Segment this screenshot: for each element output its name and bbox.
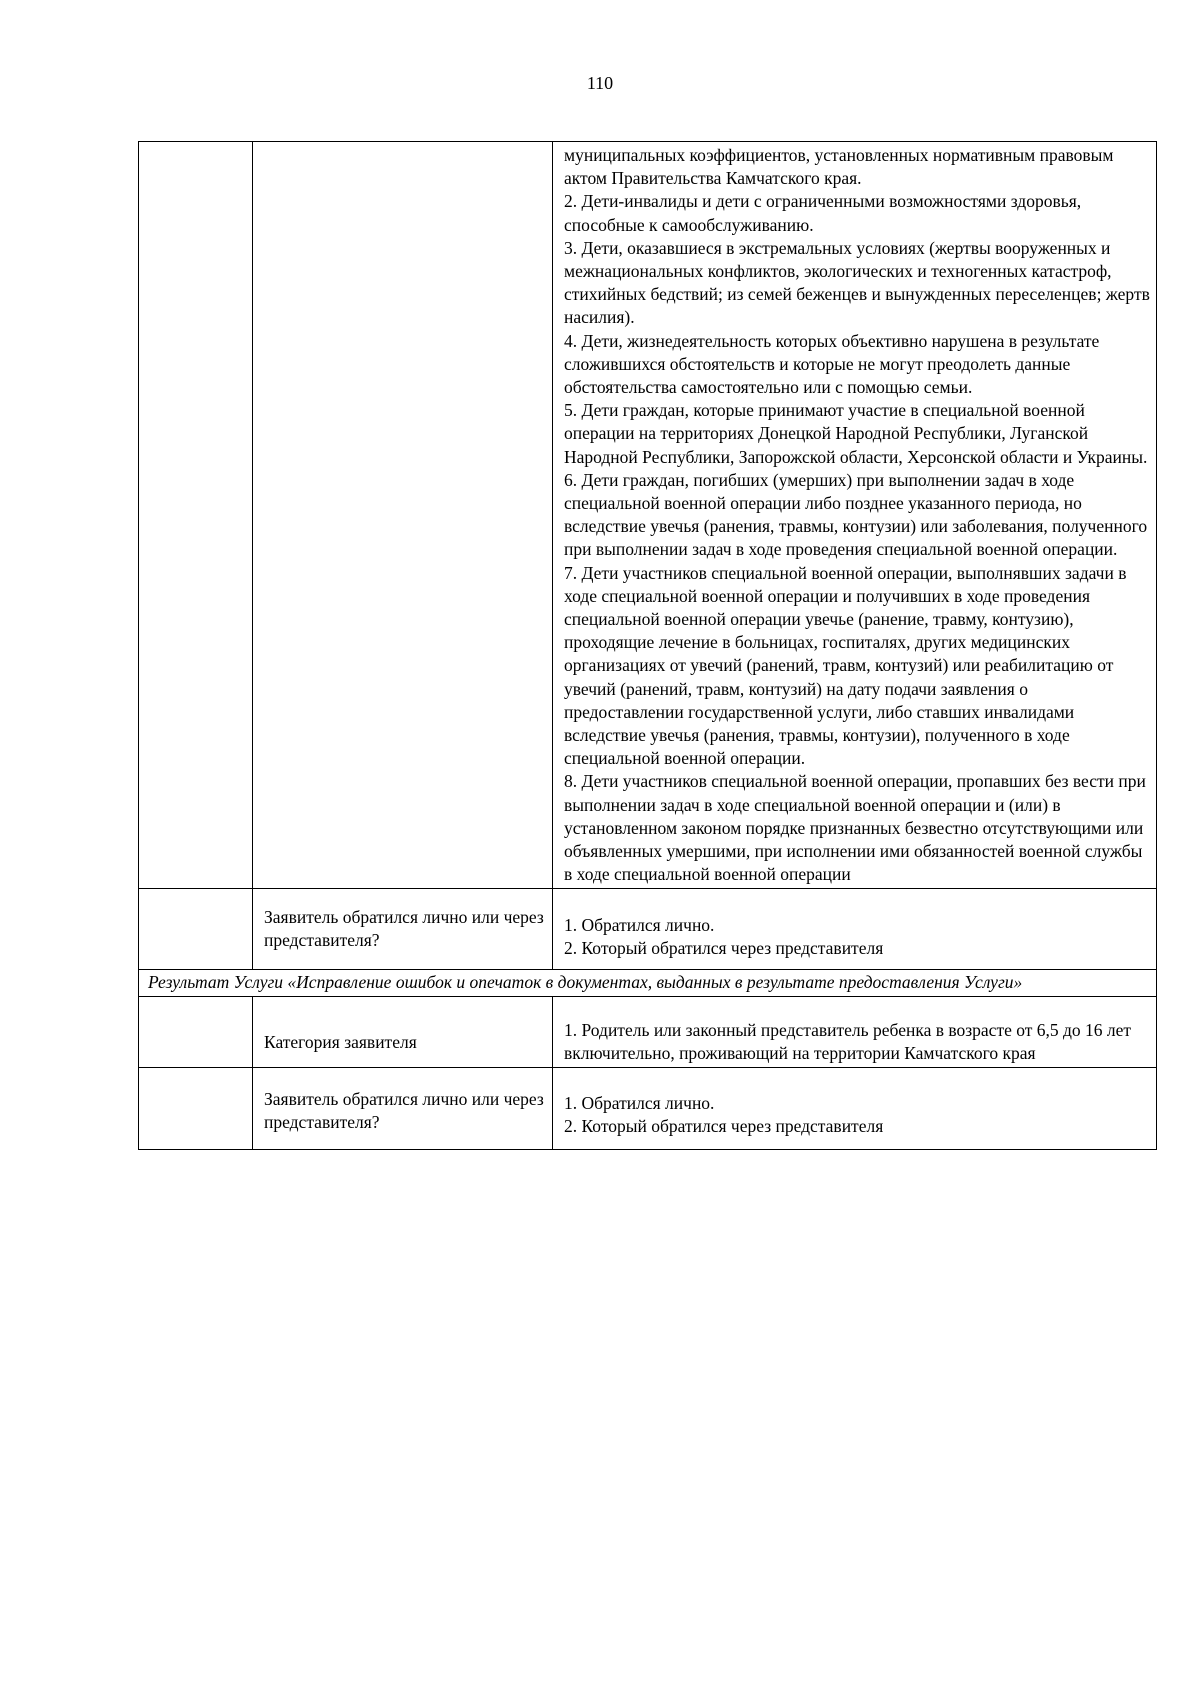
table-row: [139, 888, 1157, 969]
answer-item: 4. Дети, жизнедеятельность которых объективно нарушена в результате сложившихся обстоятельств и которые не могут преодолеть данные обстоятельства самостоятельно или с помощью семьи.: [564, 330, 1100, 398]
answer-item: 3. Дети, оказавшиеся в экстремальных условиях (жертвы вооруженных и межнациональных конфликтов, экологических и техногенных катастроф, стихийных бедствий; из семей беженцев и вынужденных переселенцев; жертв насилия).: [564, 237, 1150, 328]
row-index-cell: [139, 142, 253, 889]
question-cell: [253, 997, 553, 1067]
question-text: Заявитель обратился лично или через представителя?: [264, 906, 544, 950]
category-label: Категория заявителя: [264, 1032, 417, 1053]
answers-cell: [553, 997, 1157, 1067]
answer-item: 2. Который обратился через представителя: [564, 1115, 884, 1136]
table-row: [139, 997, 1157, 1067]
answers-cell: [553, 1067, 1157, 1149]
answer-item: 7. Дети участников специальной военной операции, выполнявших задачи в ходе специальной военной операции и получивших в ходе проведения специальной военной операции увечье (ранение, травму, контузию), проходящие лечение в больницах, госпиталях, других медицинских организациях от увечий (ранений, травм, контузий) или реабилитацию от увечий (ранений, травм, контузий) на дату подачи заявления о предоставлении государственной услуги, либо ставших инвалидами вследствие увечья (ранения, травмы, контузии), полученного в ходе специальной военной операции.: [564, 562, 1127, 769]
answer-item: 2. Который обратился через представителя: [564, 937, 884, 958]
row-index-cell: [139, 997, 253, 1067]
answer-item: 1. Родитель или законный представитель ребенка в возрасте от 6,5 до 16 лет включительно, проживающий на территории Камчатского края: [564, 1020, 1132, 1064]
answer-item: муниципальных коэффициентов, установленных нормативным правовым актом Правительства Камчатского края.: [564, 145, 1114, 189]
answer-item: 1. Обратился лично.: [564, 1092, 715, 1113]
question-cell: [253, 888, 553, 969]
answer-item: 2. Дети-инвалиды и дети с ограниченными возможностями здоровья, способные к самообслуживанию.: [564, 191, 1082, 235]
section-header-row: [139, 969, 1157, 996]
question-cell: [253, 1067, 553, 1149]
answers-cell: [553, 888, 1157, 969]
row-index-cell: [139, 1067, 253, 1149]
page-number: 110: [586, 73, 614, 93]
question-text: Заявитель обратился лично или через представителя?: [264, 1088, 544, 1132]
answer-item: 8. Дети участников специальной военной операции, пропавших без вести при выполнении задач в ходе специальной военной операции и (или) в установленном законом порядке признанных безвестно отсутствующими или объявленных умершими, при исполнении ими обязанностей военной службы в ходе специальной военной операции: [564, 771, 1146, 885]
table-row: [139, 1067, 1157, 1149]
question-cell: [253, 142, 553, 889]
section-title: Результат Услуги «Исправление ошибок и опечаток в документах, выданных в результате предоставления Услуги»: [148, 971, 1023, 992]
answer-item: 6. Дети граждан, погибших (умерших) при выполнении задач в ходе специальной военной операции либо позднее указанного периода, но вследствие увечья (ранения, травмы, контузии) или заболевания, полученного при выполнении задач в ходе проведения специальной военной операции.: [564, 469, 1148, 560]
answer-item: 1. Обратился лично.: [564, 914, 715, 935]
answer-item: 5. Дети граждан, которые принимают участие в специальной военной операции на территориях Донецкой Народной Республики, Луганской Народной Республики, Запорожской области, Херсонской области и Украины.: [564, 400, 1148, 467]
criteria-table: [138, 141, 1157, 1150]
answers-cell: [553, 142, 1157, 889]
row-index-cell: [139, 888, 253, 969]
table-row: [139, 142, 1157, 889]
section-header-cell: [139, 969, 1157, 996]
